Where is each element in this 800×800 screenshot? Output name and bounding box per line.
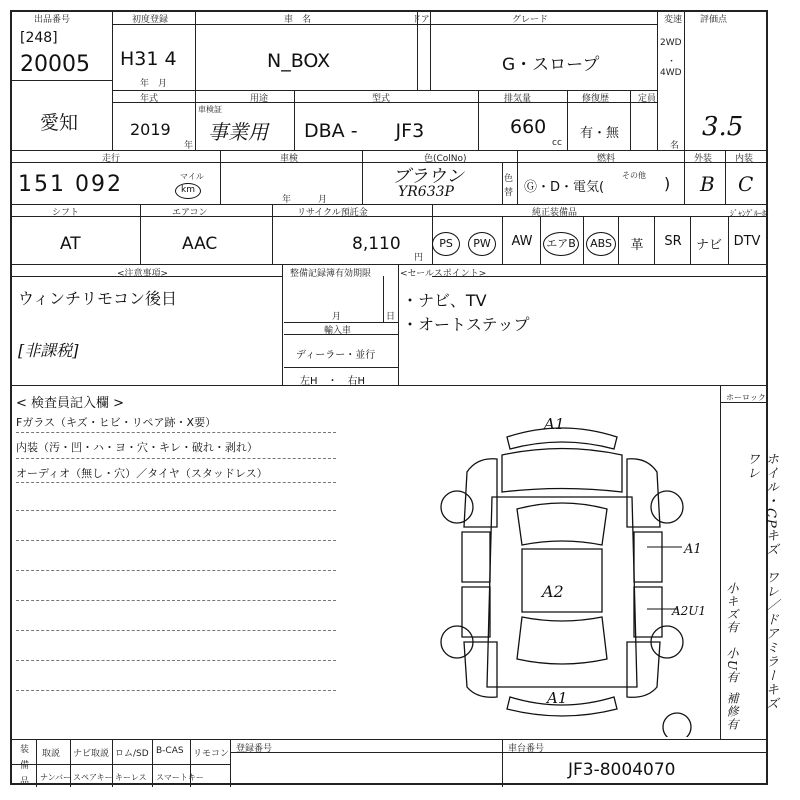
mileage-unit-mile: マイル (180, 172, 204, 181)
footer-label-3: 品 (20, 777, 30, 787)
footer-item-bcas: B-CAS (156, 746, 184, 756)
divider (398, 264, 399, 385)
divider (502, 739, 503, 787)
divider (12, 264, 766, 265)
ac-label: エアコン (172, 208, 208, 218)
equipment-label: 純正装備品 (532, 208, 578, 218)
divider (12, 162, 766, 163)
year: 2019 (130, 120, 171, 139)
door-label: ドア (412, 15, 430, 25)
fuel-close: ) (664, 174, 671, 193)
chassis-label: 車台番号 (508, 744, 545, 754)
divider (684, 12, 685, 150)
divider (567, 90, 568, 150)
divider (152, 739, 153, 787)
notes-line-1: ウィンチリモコン後日 (18, 289, 178, 308)
divider (362, 150, 363, 204)
equip-airbag: エアB (543, 232, 579, 256)
divider (195, 12, 196, 150)
reg-number-label: 登録番号 (236, 744, 273, 754)
equip-ps: PS (432, 232, 460, 256)
displacement-label: 排気量 (504, 94, 532, 104)
right-rear-fender (627, 642, 660, 697)
selling-point-1: ・ナビ、TV (402, 291, 487, 310)
vertical-note-4: 補修有 (725, 692, 739, 731)
import-label: 輸入車 (324, 326, 352, 336)
writing-line (16, 510, 336, 511)
writing-line (16, 432, 336, 433)
writing-line (16, 660, 336, 661)
inspector-line-1: Fガラス（キズ・ヒビ・リペア跡・X要） (16, 416, 217, 429)
usage-label: 用途 (250, 94, 269, 104)
divider (12, 216, 766, 217)
capacity-label: 定員 (638, 94, 657, 104)
warranty-label: 整備記録簿有効期限 (290, 269, 372, 279)
writing-line (16, 690, 336, 691)
import-options: ディーラー・並行 (296, 350, 376, 361)
notes-line-2: [非課税] (18, 341, 79, 360)
displacement-unit: cc (552, 138, 562, 148)
recycle: 8,110 (352, 234, 401, 254)
usage-sub-label: 車検証 (198, 105, 222, 114)
writing-line (16, 630, 336, 631)
lot-number: 20005 (20, 52, 90, 77)
vertical-note-3: 小U有 (725, 647, 739, 685)
footer-label-1: 装 (20, 745, 30, 755)
lot-prefix: [248] (20, 30, 58, 46)
mileage: 151 092 (18, 172, 123, 197)
inspector-line-2: 内装（汚・凹・ハ・ヨ・穴・キレ・破れ・剥れ） (16, 441, 258, 454)
inspection-label: 車検 (280, 154, 299, 164)
roof-shape (522, 549, 602, 612)
score-label: 評価点 (700, 15, 728, 25)
divider (432, 204, 433, 264)
divider (725, 150, 726, 204)
color-change-label: 色替 (504, 174, 514, 198)
fuel-other-label: その他 (622, 171, 646, 180)
lot-label: 出品番号 (34, 15, 71, 25)
spare-wheel (663, 713, 691, 737)
grade-label: グレード (512, 15, 549, 25)
divider (112, 24, 657, 25)
equip-navi: ナビ (695, 238, 722, 253)
history: 有・無 (580, 126, 620, 141)
divider (654, 216, 655, 264)
ac: AAC (182, 234, 218, 254)
color-label: 色(ColNo) (424, 154, 467, 164)
inspector-label: < 検査員記入欄 > (16, 396, 125, 411)
writing-line (16, 600, 336, 601)
equip-sr: SR (664, 234, 682, 249)
shift: AT (60, 234, 81, 254)
footer-item-navi-manual: ナビ取説 (73, 749, 110, 759)
mark-rear: A1 (547, 689, 568, 707)
writing-line (16, 458, 336, 459)
divider (294, 90, 295, 150)
footer-item-number: ナンバー (40, 773, 72, 782)
recycle-unit: 円 (414, 253, 424, 263)
divider (630, 90, 631, 150)
mark-roof: A2 (542, 582, 564, 601)
divider (657, 12, 658, 150)
footer-item-spare-key: スペアキー (73, 773, 113, 782)
divider (282, 264, 283, 385)
score: 3.5 (702, 112, 744, 142)
writing-line (16, 570, 336, 571)
first-reg-unit: 年 月 (140, 79, 168, 89)
divider (430, 12, 431, 90)
inspection-unit: 年 月 (282, 195, 328, 205)
footer-item-keyless: キーレス (115, 773, 147, 782)
mileage-label: 走行 (102, 154, 121, 164)
car-name-label: 車 名 (284, 15, 312, 25)
selling-points-label: <セールスポイント> (400, 269, 487, 279)
wheel-front-left (441, 491, 473, 523)
year-label: 年式 (140, 94, 159, 104)
first-reg-label: 初度登録 (132, 15, 169, 25)
writing-line (16, 540, 336, 541)
model-label: 型式 (372, 94, 391, 104)
shift-label: シフト (52, 208, 80, 218)
year-unit: 年 (184, 141, 194, 151)
divider (284, 367, 398, 368)
divider (272, 204, 273, 264)
wheel-front-right (651, 491, 683, 523)
equip-dtv: DTV (733, 234, 761, 249)
notes-label: <注意事項> (117, 269, 169, 279)
divider (12, 739, 766, 740)
writing-line (16, 482, 336, 483)
color-code: YR633P (398, 184, 454, 200)
divider (12, 204, 766, 205)
first-reg-value: H31 4 (120, 48, 177, 70)
divider (112, 12, 113, 150)
divider (36, 739, 37, 787)
right-box-label: ホーロック (726, 393, 766, 402)
grade: G・スロープ (502, 55, 600, 75)
inspector-line-3: オーディオ（無し・穴）／タイヤ（スタッドレス） (16, 467, 268, 480)
car-damage-diagram (422, 397, 712, 737)
divider (12, 764, 230, 765)
footer-item-manual: 取説 (42, 749, 61, 759)
fuel: Ⓖ・D・電気( (524, 180, 605, 195)
equip-abs: ABS (586, 232, 616, 256)
vertical-note-2: 小キズ有 (725, 582, 739, 634)
right-front-door (634, 532, 662, 582)
exterior-label: 外装 (694, 154, 713, 164)
divider (502, 162, 503, 204)
warranty-unit-2: 日 (386, 312, 396, 322)
auction-sheet (10, 10, 778, 787)
divider (12, 80, 112, 81)
footer-item-rom-sd: ロム/SD (115, 749, 149, 759)
dtv-label: ｼﾞｬﾝｸﾞﾙｰﾎﾞ (730, 209, 770, 218)
divider (383, 276, 384, 322)
usage: 事業用 (208, 120, 268, 144)
drive-4wd: 4WD (660, 68, 682, 78)
displacement: 660 (510, 116, 547, 138)
divider (728, 216, 729, 264)
fuel-label: 燃料 (597, 154, 616, 164)
color: ブラウン (392, 166, 464, 187)
model: DBA - JF3 (304, 120, 425, 142)
divider (220, 150, 221, 204)
divider (690, 216, 691, 264)
divider (12, 385, 766, 386)
divider (517, 150, 518, 204)
history-label: 修復歴 (582, 94, 610, 104)
capacity-unit: 名 (670, 141, 680, 151)
vertical-note-1: ホイル・CPキズ ワレ／ドアミラーキズワレ (744, 452, 778, 711)
warranty-unit-1: 月 (332, 312, 342, 322)
equip-leather: 革 (630, 238, 644, 253)
divider (502, 216, 503, 264)
mark-front: A1 (544, 415, 565, 433)
drive-sep: ・ (667, 57, 677, 67)
interior: C (738, 172, 754, 196)
car-name: N_BOX (267, 50, 331, 72)
divider (12, 150, 766, 151)
mark-right-rear: A2U1 (672, 604, 707, 618)
mileage-unit-km: km (175, 183, 201, 199)
chassis-number: JF3-8004070 (568, 760, 676, 780)
transmission-label: 変速 (664, 15, 683, 25)
equip-pw: PW (468, 232, 496, 256)
footer-item-smartkey: スマートキー (156, 773, 204, 782)
windshield-shape (517, 503, 607, 545)
hood-shape (502, 449, 622, 493)
footer-label-2: 備 (20, 761, 30, 771)
divider (230, 752, 766, 753)
left-front-door (462, 532, 490, 582)
selling-point-2: ・オートステップ (402, 315, 530, 334)
divider (583, 216, 584, 264)
equip-aw: AW (511, 234, 533, 249)
footer-item-remote: リモコン (193, 749, 230, 759)
divider (540, 216, 541, 264)
rear-window-shape (517, 617, 607, 664)
divider (478, 90, 479, 150)
exterior: B (700, 172, 715, 196)
interior-label: 内装 (735, 154, 754, 164)
recycle-label: リサイクル預託金 (297, 208, 368, 218)
divider (720, 385, 721, 739)
divider (140, 204, 141, 264)
region: 愛知 (40, 112, 79, 134)
divider (684, 150, 685, 204)
divider (618, 216, 619, 264)
drive-2wd: 2WD (660, 38, 682, 48)
divider (230, 739, 231, 787)
steering: 左H ・ 右H (300, 376, 366, 387)
left-rear-fender (464, 642, 497, 697)
mark-right-front: A1 (684, 542, 702, 557)
